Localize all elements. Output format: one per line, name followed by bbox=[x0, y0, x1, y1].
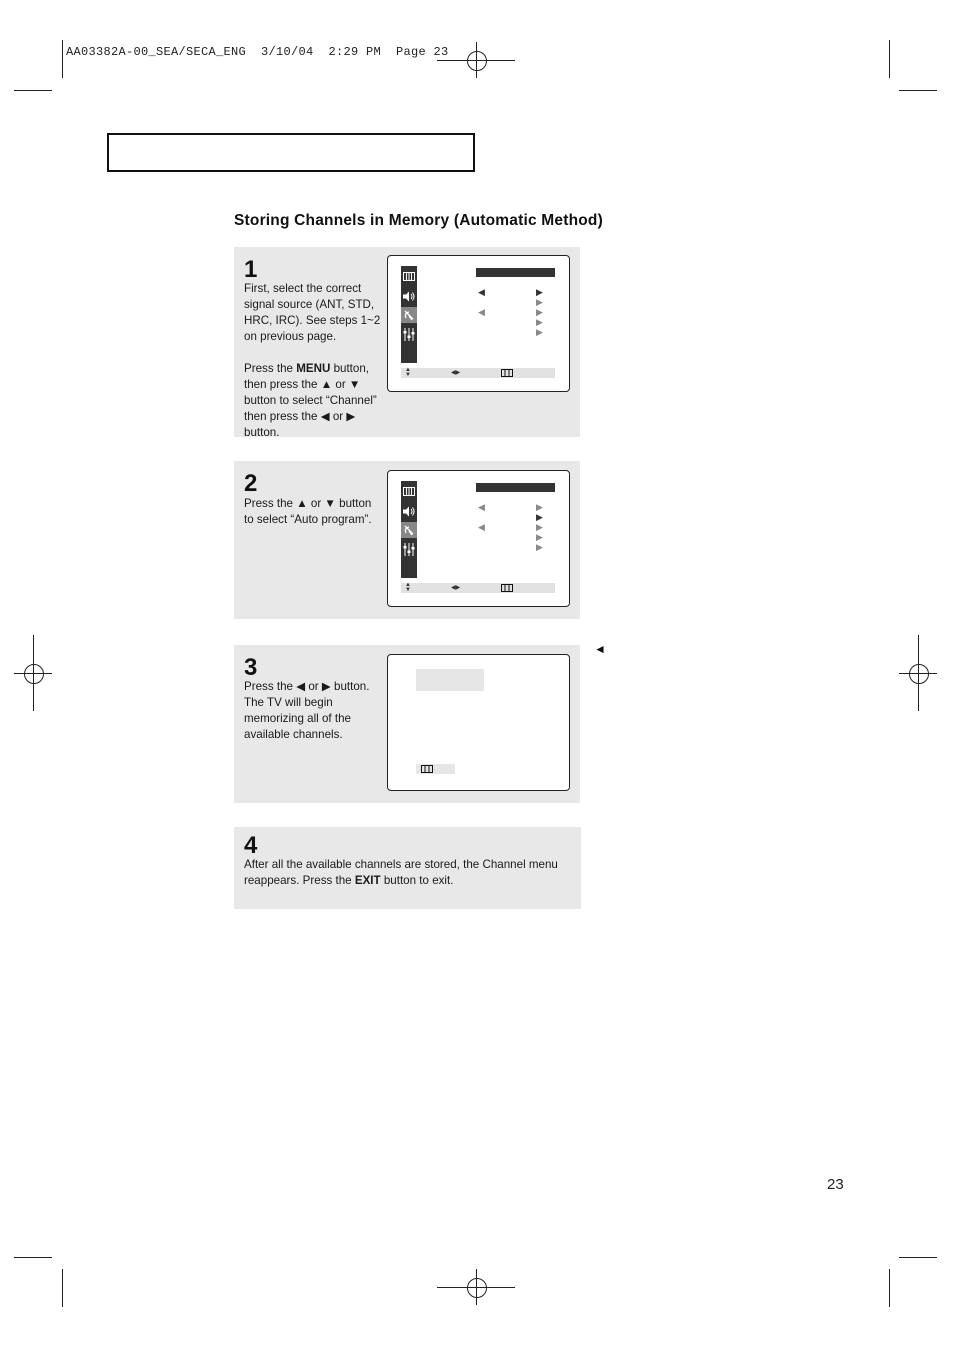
step-instructions: Press the ▲ or ▼ button to select “Auto program”. bbox=[244, 497, 372, 526]
crop-mark bbox=[62, 40, 63, 78]
registration-mark bbox=[909, 664, 929, 684]
crop-mark bbox=[14, 1257, 52, 1258]
right-arrow-icon: ▶ bbox=[536, 317, 543, 327]
channel-antenna-icon bbox=[401, 522, 417, 538]
tv-screen-menu bbox=[387, 255, 570, 392]
menu-button-label: MENU bbox=[296, 362, 331, 375]
crop-mark bbox=[899, 90, 937, 91]
channel-antenna-icon bbox=[401, 307, 417, 323]
step-instructions bbox=[244, 281, 384, 441]
move-icon: ▲ ▼ bbox=[405, 367, 411, 378]
menu-title-highlight bbox=[476, 483, 555, 492]
right-arrow-icon: ▶ bbox=[536, 502, 543, 512]
right-arrow-icon: ▶ bbox=[536, 307, 543, 317]
left-arrow-icon: ◀ bbox=[478, 287, 485, 297]
sound-icon bbox=[401, 503, 417, 519]
tv-screen-auto-program bbox=[387, 654, 570, 791]
menu-help-bar bbox=[401, 368, 555, 378]
crop-mark bbox=[14, 90, 52, 91]
crop-mark bbox=[899, 1257, 937, 1258]
picture-icon bbox=[401, 268, 417, 284]
text-run: After all the available channels are stored, the Channel menu reappears. Press the bbox=[244, 858, 558, 887]
step-instructions: Press the ◀ or ▶ button. The TV will begin memorizing all of the available channels. bbox=[244, 680, 370, 741]
adjust-icon: ◀▶ bbox=[451, 370, 461, 376]
exit-button-label: EXIT bbox=[354, 874, 381, 887]
auto-program-title-bar bbox=[416, 669, 484, 691]
side-marker-icon: ◄ bbox=[594, 642, 606, 656]
step-number: 4 bbox=[244, 832, 258, 859]
crop-mark bbox=[889, 40, 890, 78]
step-panel-2 bbox=[234, 461, 580, 619]
text-run: button to exit. bbox=[380, 874, 454, 887]
left-arrow-icon: ◀ bbox=[478, 307, 485, 317]
crop-mark bbox=[62, 1269, 63, 1307]
sound-icon bbox=[401, 288, 417, 304]
registration-mark bbox=[467, 51, 487, 71]
step-number: 3 bbox=[244, 654, 258, 681]
menu-icon bbox=[501, 584, 513, 592]
right-arrow-icon: ▶ bbox=[536, 512, 543, 522]
step-number: 1 bbox=[244, 256, 258, 283]
right-arrow-icon: ▶ bbox=[536, 532, 543, 542]
move-icon: ▲ ▼ bbox=[405, 582, 411, 593]
picture-icon bbox=[401, 483, 417, 499]
menu-title-highlight bbox=[476, 268, 555, 277]
right-arrow-icon: ▶ bbox=[536, 522, 543, 532]
right-arrow-icon: ▶ bbox=[536, 297, 543, 307]
step-paragraph: First, select the correct signal source (ANT, STD, HRC, IRC). See steps 1~2 on previous page. bbox=[244, 282, 381, 343]
step-instructions bbox=[244, 857, 564, 889]
left-arrow-icon: ◀ bbox=[478, 502, 485, 512]
setup-icon bbox=[401, 326, 417, 342]
print-header: AA03382A-00_SEA/SECA_ENG 3/10/04 2:29 PM Page 23 bbox=[66, 45, 449, 59]
right-arrow-icon: ▶ bbox=[536, 327, 543, 337]
setup-icon bbox=[401, 541, 417, 557]
page-number: 23 bbox=[827, 1176, 844, 1193]
step-number: 2 bbox=[244, 470, 258, 497]
adjust-icon: ◀▶ bbox=[451, 585, 461, 591]
right-arrow-icon: ▶ bbox=[536, 287, 543, 297]
step-panel-4 bbox=[234, 827, 581, 909]
registration-mark bbox=[24, 664, 44, 684]
step-panel-3 bbox=[234, 645, 580, 803]
menu-help-bar bbox=[401, 583, 555, 593]
section-title: Storing Channels in Memory (Automatic Method) bbox=[234, 212, 603, 229]
tv-screen-menu bbox=[387, 470, 570, 607]
text-run: button, then press the ▲ or ▼ button to select “Channel” then press the ◀ or ▶ button. bbox=[244, 362, 377, 439]
step-panel-1 bbox=[234, 247, 580, 437]
registration-mark bbox=[467, 1278, 487, 1298]
chapter-title-box bbox=[107, 133, 475, 172]
menu-help-bar bbox=[416, 764, 455, 774]
left-arrow-icon: ◀ bbox=[478, 522, 485, 532]
step-paragraph bbox=[244, 361, 384, 441]
text-run: Press the bbox=[244, 362, 297, 375]
right-arrow-icon: ▶ bbox=[536, 542, 543, 552]
crop-mark bbox=[889, 1269, 890, 1307]
menu-icon bbox=[421, 765, 433, 773]
menu-icon bbox=[501, 369, 513, 377]
